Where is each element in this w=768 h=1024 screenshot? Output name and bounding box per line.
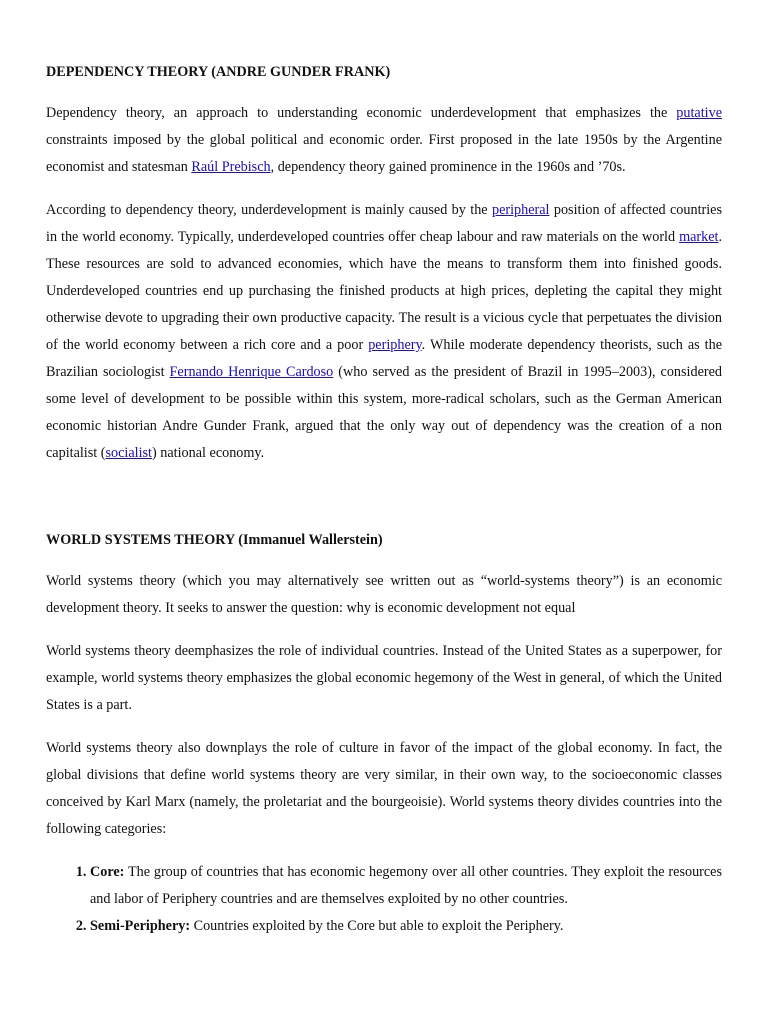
text-segment: position of affected countries in the world economy. Typically, underdeveloped countries offer cheap labour and raw materials on the world bbox=[46, 202, 722, 245]
category-description: The group of countries that has economic hegemony over all other countries. They exploit the resources and labor of Periphery countries and are themselves exploited by no other countries. bbox=[90, 864, 722, 907]
text-segment: . These resources are sold to advanced economies, which have the means to transform them into finished goods. Underdeveloped countries end up purchasing the finished products at high prices, depleting the capital they might otherwise devote to upgrading their own productive capacity. The result is a vicious cycle that perpetuates the division of the world economy between a rich core and a poor bbox=[46, 229, 722, 353]
world-systems-intro-paragraph: World systems theory (which you may alternatively see written out as “world-systems theory”) is an economic development theory. It seeks to answer the question: why is economic development not equal bbox=[46, 573, 722, 616]
category-description: Countries exploited by the Core but able to exploit the Periphery. bbox=[190, 918, 564, 934]
link-socialist[interactable]: socialist bbox=[105, 445, 152, 461]
link-fernando-henrique-cardoso[interactable]: Fernando Henrique Cardoso bbox=[169, 364, 334, 380]
category-term: Core: bbox=[90, 864, 125, 880]
text-segment: Dependency theory, an approach to understanding economic underdevelopment that emphasizes the bbox=[46, 105, 677, 121]
text-segment: According to dependency theory, underdevelopment is mainly caused by the bbox=[46, 202, 492, 218]
dependency-intro-paragraph bbox=[46, 100, 722, 181]
world-systems-heading: WORLD SYSTEMS THEORY (Immanuel Wallerstein) bbox=[46, 532, 383, 548]
section-spacer bbox=[46, 483, 722, 528]
text-segment: ) national economy. bbox=[152, 445, 265, 461]
text-segment: , dependency theory gained prominence in the 1960s and ’70s. bbox=[270, 159, 626, 175]
list-item-semi-periphery bbox=[90, 913, 722, 940]
text-segment: constraints imposed by the global political and economic order. First proposed in the late 1950s by the Argentine economist and statesman bbox=[46, 132, 722, 175]
link-peripheral[interactable]: peripheral bbox=[491, 202, 550, 218]
world-systems-culture-paragraph: World systems theory also downplays the role of culture in favor of the impact of the global economy. In fact, the global divisions that define world systems theory are very similar, in their own way, to the socioeconomic classes conceived by Karl Marx (namely, the proletariat and the bourgeoisie). World systems theory divides countries into the following categories: bbox=[46, 740, 722, 837]
list-item-core bbox=[90, 859, 722, 913]
link-periphery[interactable]: periphery bbox=[368, 337, 422, 353]
link-putative[interactable]: putative bbox=[676, 105, 722, 121]
text-segment: . While moderate dependency theorists, such as the Brazilian sociologist bbox=[46, 337, 722, 380]
category-term: Semi-Periphery: bbox=[90, 918, 191, 934]
categories-list bbox=[46, 859, 722, 940]
link-raul-prebisch[interactable]: Raúl Prebisch bbox=[191, 159, 271, 175]
dependency-detail-paragraph bbox=[46, 197, 722, 467]
dependency-theory-heading: DEPENDENCY THEORY (ANDRE GUNDER FRANK) bbox=[46, 64, 391, 80]
text-segment: (who served as the president of Brazil in 1995–2003), considered some level of development to be possible within this system, more-radical scholars, such as the German American economic historian Andre Gunder Frank, argued that the only way out of dependency was the creation of a non capitalist ( bbox=[46, 364, 722, 461]
link-market[interactable]: market bbox=[679, 229, 719, 245]
world-systems-countries-paragraph: World systems theory deemphasizes the role of individual countries. Instead of the United States as a superpower, for example, world systems theory emphasizes the global economic hegemony of the West in general, of which the United States is a part. bbox=[46, 643, 722, 713]
